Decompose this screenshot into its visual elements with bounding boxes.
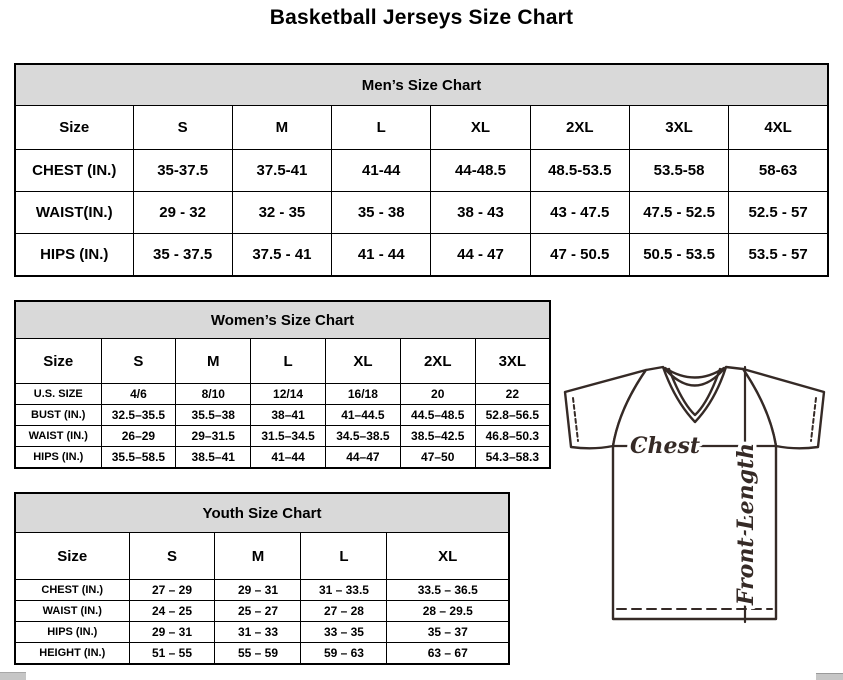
size-value: 44 - 47 [431, 234, 530, 277]
size-value: 52.8–56.5 [475, 405, 550, 426]
size-value: 24 – 25 [129, 601, 215, 622]
column-header: S [101, 339, 176, 384]
column-header: L [251, 339, 326, 384]
table-row [15, 405, 550, 426]
size-value: 63 – 67 [387, 643, 509, 665]
size-value: 41–44.5 [325, 405, 400, 426]
column-header: 2XL [400, 339, 475, 384]
size-value: 47 - 50.5 [530, 234, 629, 277]
size-value: 25 – 27 [215, 601, 301, 622]
row-label: CHEST (IN.) [15, 580, 129, 601]
column-header: L [301, 533, 387, 580]
table-title: Men’s Size Chart [15, 64, 828, 106]
size-value: 53.5 - 57 [729, 234, 828, 277]
jersey-diagram-svg [553, 351, 843, 633]
size-value: 26–29 [101, 426, 176, 447]
size-value: 28 – 29.5 [387, 601, 509, 622]
column-header: M [215, 533, 301, 580]
size-value: 59 – 63 [301, 643, 387, 665]
column-header: 3XL [629, 106, 728, 150]
column-header: 2XL [530, 106, 629, 150]
table-title: Women’s Size Chart [15, 301, 550, 339]
size-value: 8/10 [176, 384, 251, 405]
column-header: XL [387, 533, 509, 580]
row-label: HIPS (IN.) [15, 622, 129, 643]
size-value: 46.8–50.3 [475, 426, 550, 447]
size-value: 20 [400, 384, 475, 405]
size-value: 33.5 – 36.5 [387, 580, 509, 601]
table-row [15, 622, 509, 643]
table-title: Youth Size Chart [15, 493, 509, 533]
size-value: 47.5 - 52.5 [629, 192, 728, 234]
table-row [15, 447, 550, 469]
table-row [15, 150, 828, 192]
size-value: 31 – 33 [215, 622, 301, 643]
size-value: 53.5-58 [629, 150, 728, 192]
womens-size-table [14, 300, 551, 469]
size-value: 50.5 - 53.5 [629, 234, 728, 277]
row-label: WAIST (IN.) [15, 601, 129, 622]
size-value: 22 [475, 384, 550, 405]
size-value: 38.5–41 [176, 447, 251, 469]
column-header: XL [431, 106, 530, 150]
column-header: XL [325, 339, 400, 384]
size-value: 44-48.5 [431, 150, 530, 192]
size-value: 54.3–58.3 [475, 447, 550, 469]
size-value: 38.5–42.5 [400, 426, 475, 447]
size-value: 35 - 37.5 [133, 234, 232, 277]
table-row [15, 192, 828, 234]
column-header: Size [15, 339, 101, 384]
size-value: 52.5 - 57 [729, 192, 828, 234]
size-value: 41–44 [251, 447, 326, 469]
table-row [15, 580, 509, 601]
row-label: HIPS (IN.) [15, 234, 133, 277]
size-value: 29 – 31 [129, 622, 215, 643]
column-header: M [232, 106, 331, 150]
column-header: Size [15, 106, 133, 150]
row-label: HIPS (IN.) [15, 447, 101, 469]
size-value: 48.5-53.5 [530, 150, 629, 192]
row-label: BUST (IN.) [15, 405, 101, 426]
chest-label: Chest [629, 433, 701, 459]
size-value: 41-44 [332, 150, 431, 192]
size-value: 29–31.5 [176, 426, 251, 447]
column-header: M [176, 339, 251, 384]
size-value: 44.5–48.5 [400, 405, 475, 426]
size-value: 4/6 [101, 384, 176, 405]
size-value: 43 - 47.5 [530, 192, 629, 234]
size-value: 34.5–38.5 [325, 426, 400, 447]
size-value: 55 – 59 [215, 643, 301, 665]
row-label: U.S. SIZE [15, 384, 101, 405]
size-value: 51 – 55 [129, 643, 215, 665]
size-value: 38 - 43 [431, 192, 530, 234]
size-value: 27 – 29 [129, 580, 215, 601]
size-value: 29 - 32 [133, 192, 232, 234]
size-value: 35 - 38 [332, 192, 431, 234]
jersey-measurement-diagram [553, 351, 843, 633]
size-value: 29 – 31 [215, 580, 301, 601]
youth-size-table [14, 492, 510, 665]
size-value: 41 - 44 [332, 234, 431, 277]
row-label: WAIST(IN.) [15, 192, 133, 234]
size-value: 38–41 [251, 405, 326, 426]
size-value: 31 – 33.5 [301, 580, 387, 601]
column-header: 3XL [475, 339, 550, 384]
size-value: 35.5–38 [176, 405, 251, 426]
size-value: 33 – 35 [301, 622, 387, 643]
front-length-label: Front Length [733, 442, 759, 606]
page-title: Basketball Jerseys Size Chart [269, 6, 574, 29]
row-label: WAIST (IN.) [15, 426, 101, 447]
table-row [15, 601, 509, 622]
size-value: 37.5 - 41 [232, 234, 331, 277]
table-row [15, 234, 828, 277]
size-value: 27 – 28 [301, 601, 387, 622]
size-value: 32 - 35 [232, 192, 331, 234]
size-value: 35-37.5 [133, 150, 232, 192]
column-header: S [129, 533, 215, 580]
column-header: S [133, 106, 232, 150]
column-header: 4XL [729, 106, 828, 150]
size-value: 35 – 37 [387, 622, 509, 643]
size-value: 16/18 [325, 384, 400, 405]
row-label: CHEST (IN.) [15, 150, 133, 192]
size-value: 58-63 [729, 150, 828, 192]
size-value: 12/14 [251, 384, 326, 405]
size-value: 47–50 [400, 447, 475, 469]
table-row [15, 426, 550, 447]
column-header: Size [15, 533, 129, 580]
size-value: 32.5–35.5 [101, 405, 176, 426]
mens-size-table [14, 63, 829, 277]
size-value: 37.5-41 [232, 150, 331, 192]
size-value: 44–47 [325, 447, 400, 469]
row-label: HEIGHT (IN.) [15, 643, 129, 665]
column-header: L [332, 106, 431, 150]
table-row [15, 643, 509, 665]
size-value: 31.5–34.5 [251, 426, 326, 447]
table-row [15, 384, 550, 405]
size-value: 35.5–58.5 [101, 447, 176, 469]
